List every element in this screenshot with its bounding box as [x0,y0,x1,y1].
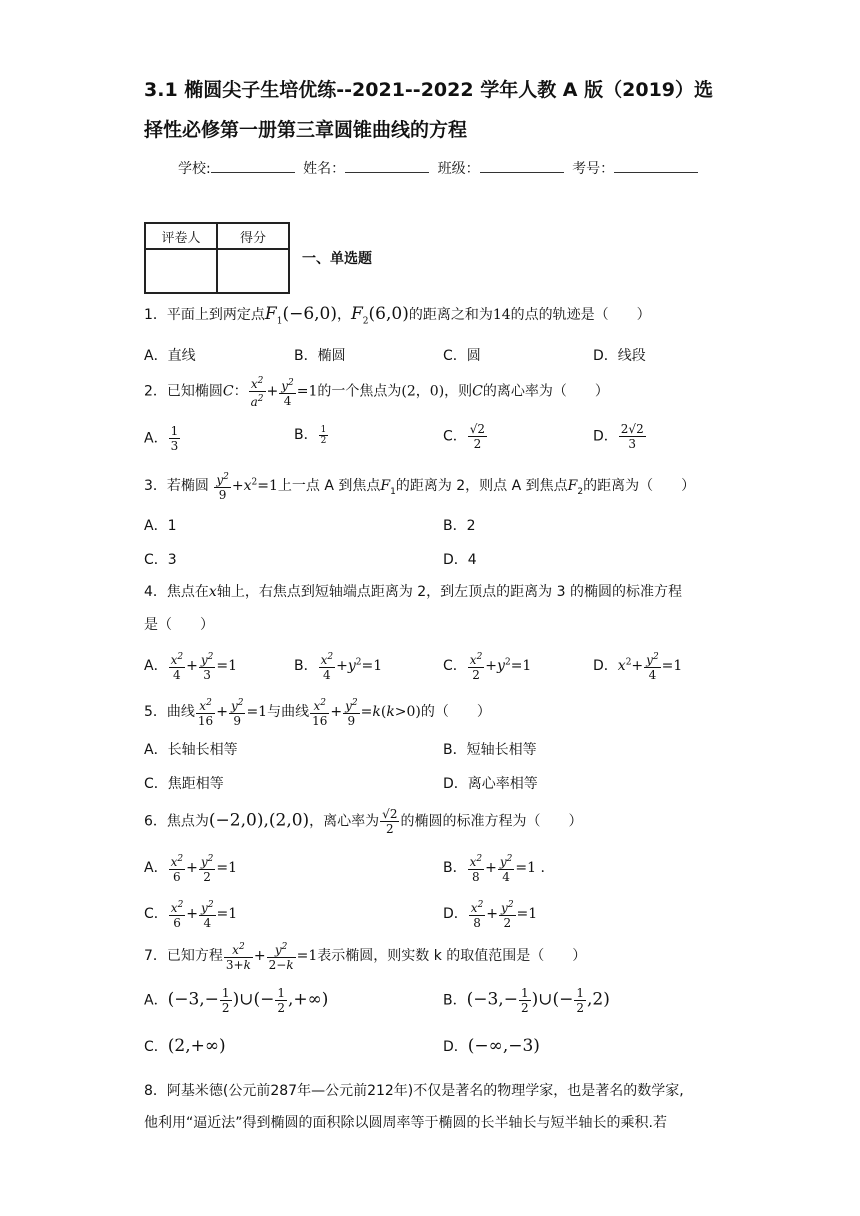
question-8-line1: 8．阿基米德(公元前287年—公元前212年)不仅是著名的物理学家，也是著名的数学家, [144,1083,684,1099]
q7-option-b[interactable]: B．(−3,− $\frac{1}{2}$ )∪(− $\frac{1}{2}$ ,2) [443,986,610,1015]
q3-text: 上一点 A 到焦点 [277,478,381,494]
q3-option-a[interactable]: A．1 [144,518,177,534]
q3-option-c[interactable]: C．3 [144,552,177,568]
exam-no-label: 考号： [572,161,615,177]
q5-pre: 5．曲线 [144,704,195,720]
q6-option-c[interactable]: C． $\frac{x^2}{6}$ + $\frac{y^2}{4}$ =1 [144,900,238,930]
class-blank[interactable] [480,158,564,173]
class-label: 班级： [437,161,480,177]
q2-option-b[interactable]: B． $\frac{1}{2}$ [294,424,327,446]
q3-option-b[interactable]: B．2 [443,518,476,534]
question-6: 6．焦点为(−2,0),(2,0)，离心率为 $\frac{√2}{2}$ 的椭圆的标准方程为（ ） [144,807,583,836]
doc-title-line2: 择性必修第一册第三章圆锥曲线的方程 [144,119,468,141]
q2-tail: 的离心率为（ ） [482,383,609,400]
q5-option-c[interactable]: C．焦距相等 [144,776,224,792]
q2-post: 的一个焦点为 [317,383,402,400]
question-5: 5．曲线 $\frac{x^2}{16}$ + $\frac{y^2}{9}$ =1与曲线 $\frac{x^2}{16}$ + $\frac{y^2}{9}$ =k(k>0)的（ ） [144,698,491,728]
q1-option-b[interactable]: B．椭圆 [294,348,346,364]
q5-option-a[interactable]: A．长轴长相等 [144,742,238,758]
q1-option-d[interactable]: D．线段 [593,348,646,364]
q4-option-b[interactable]: B． $\frac{x^2}{4}$ $+y^2=1$ [294,652,383,682]
q6-tail: 的椭圆的标准方程为（ ） [400,813,583,830]
q7-option-d[interactable]: D．(−∞,−3) [443,1036,540,1056]
q1-text: 1．平面上到两定点 [144,307,265,323]
q2-option-d[interactable]: D． $\frac{2√2}{3}$ [593,422,644,451]
name-blank[interactable] [345,158,429,173]
q1-tail: 的点的轨迹是（ ） [510,307,651,323]
reviewer-header: 评卷人 [145,223,217,249]
q3-tail: 的距离为（ ） [583,478,696,494]
q6-option-b[interactable]: B． $\frac{x^2}{8}$ + $\frac{y^2}{4}$ =1 . [443,854,545,884]
q6-option-d[interactable]: D． $\frac{x^2}{8}$ + $\frac{y^2}{2}$ =1 [443,900,538,930]
q7-option-c[interactable]: C．(2,+∞) [144,1036,226,1056]
question-7: 7．已知方程 $\frac{x^2}{3+k}$ + $\frac{y^2}{2-k}$ =1表示椭圆，则实数 k 的取值范围是（ ） [144,942,587,972]
q5-option-b[interactable]: B．短轴长相等 [443,742,537,758]
q1-option-c[interactable]: C．圆 [443,348,481,364]
student-info-row [178,158,702,178]
q4-option-d[interactable]: D．$x^2+$ $\frac{y^2}{4}$ =1 [593,652,683,682]
q1-option-a[interactable]: A．直线 [144,348,196,364]
question-4-line2: 是（ ） [144,617,214,633]
q3-pre: 3．若椭圆 [144,478,214,494]
q7-pre: 7．已知方程 [144,948,223,964]
question-3: 3．若椭圆 $\frac{y^2}{9}$ $+x^2=1$上一点 A 到焦点$F_1$的距离为 2，则点 A 到焦点$F_2$的距离为（ ） [144,472,696,502]
q3-mid: 的距离为 2，则点 A 到焦点 [395,478,568,494]
q6-option-a[interactable]: A． $\frac{x^2}{6}$ + $\frac{y^2}{2}$ =1 [144,854,237,884]
q1-number: 14 [492,307,511,323]
q1-f1: $F_1(-6,0)$ [264,304,337,327]
q5-tail: 的（ ） [420,704,491,720]
score-cell [217,249,289,293]
q2-option-a[interactable]: A． $\frac{1}{3}$ [144,424,179,453]
exam-no-blank[interactable] [614,158,698,173]
q5-option-d[interactable]: D．离心率相等 [443,776,538,792]
score-table [144,222,290,294]
reviewer-cell [145,249,217,293]
q2-pre: 2．已知椭圆 [144,383,223,400]
question-8-line2: 他利用“逼近法”得到椭圆的面积除以圆周率等于椭圆的长半轴长与短半轴长的乘积.若 [144,1115,667,1131]
q4-option-a[interactable]: A． $\frac{x^2}{4}$ + $\frac{y^2}{3}$ =1 [144,652,237,682]
q7-option-a[interactable]: A．(−3,− $\frac{1}{2}$ )∪(− $\frac{1}{2}$ ,+∞) [144,986,329,1015]
q7-tail: 表示椭圆，则实数 k 的取值范围是（ ） [317,948,587,964]
name-label: 姓名： [303,161,346,177]
q1-mid: 的距离之和为 [408,307,493,323]
section-heading: 一、单选题 [302,251,372,267]
q4-option-c[interactable]: C． $\frac{x^2}{2}$ $+y^2=1$ [443,652,532,682]
question-2: 2．已知椭圆C： $\frac{x^2}{a^2}$ + $\frac{y^2}{4}$ =1的一个焦点为(2，0)，则C的离心率为（ ） [144,376,609,409]
q4-line1: 轴上，右焦点到短轴端点距离为 2，到左顶点的距离为 3 的椭圆的标准方程 [216,584,682,600]
question-4-line1: 4．焦点在x轴上，右焦点到短轴端点距离为 2，到左顶点的距离为 3 的椭圆的标准方程 [144,584,682,600]
q1-f2: $F_2(6,0)$ [351,304,409,327]
q6-pre: 6．焦点为 [144,813,209,830]
score-header: 得分 [217,223,289,249]
q6-mid: ，离心率为 [309,813,380,830]
q4-pre: 4．焦点在 [144,584,209,600]
school-blank[interactable] [211,158,295,173]
doc-title-line1: 3.1 椭圆尖子生培优练--2021--2022 学年人教 A 版（2019）选 [144,79,714,101]
question-1: 1．平面上到两定点$F_1(-6,0)$，$F_2(6,0)$的距离之和为14的点的轨迹是（ ） [144,304,651,327]
q2-option-c[interactable]: C． $\frac{√2}{2}$ [443,422,486,451]
school-label: 学校: [178,161,211,177]
q3-option-d[interactable]: D．4 [443,552,477,568]
q5-mid: 与曲线 [267,704,310,720]
